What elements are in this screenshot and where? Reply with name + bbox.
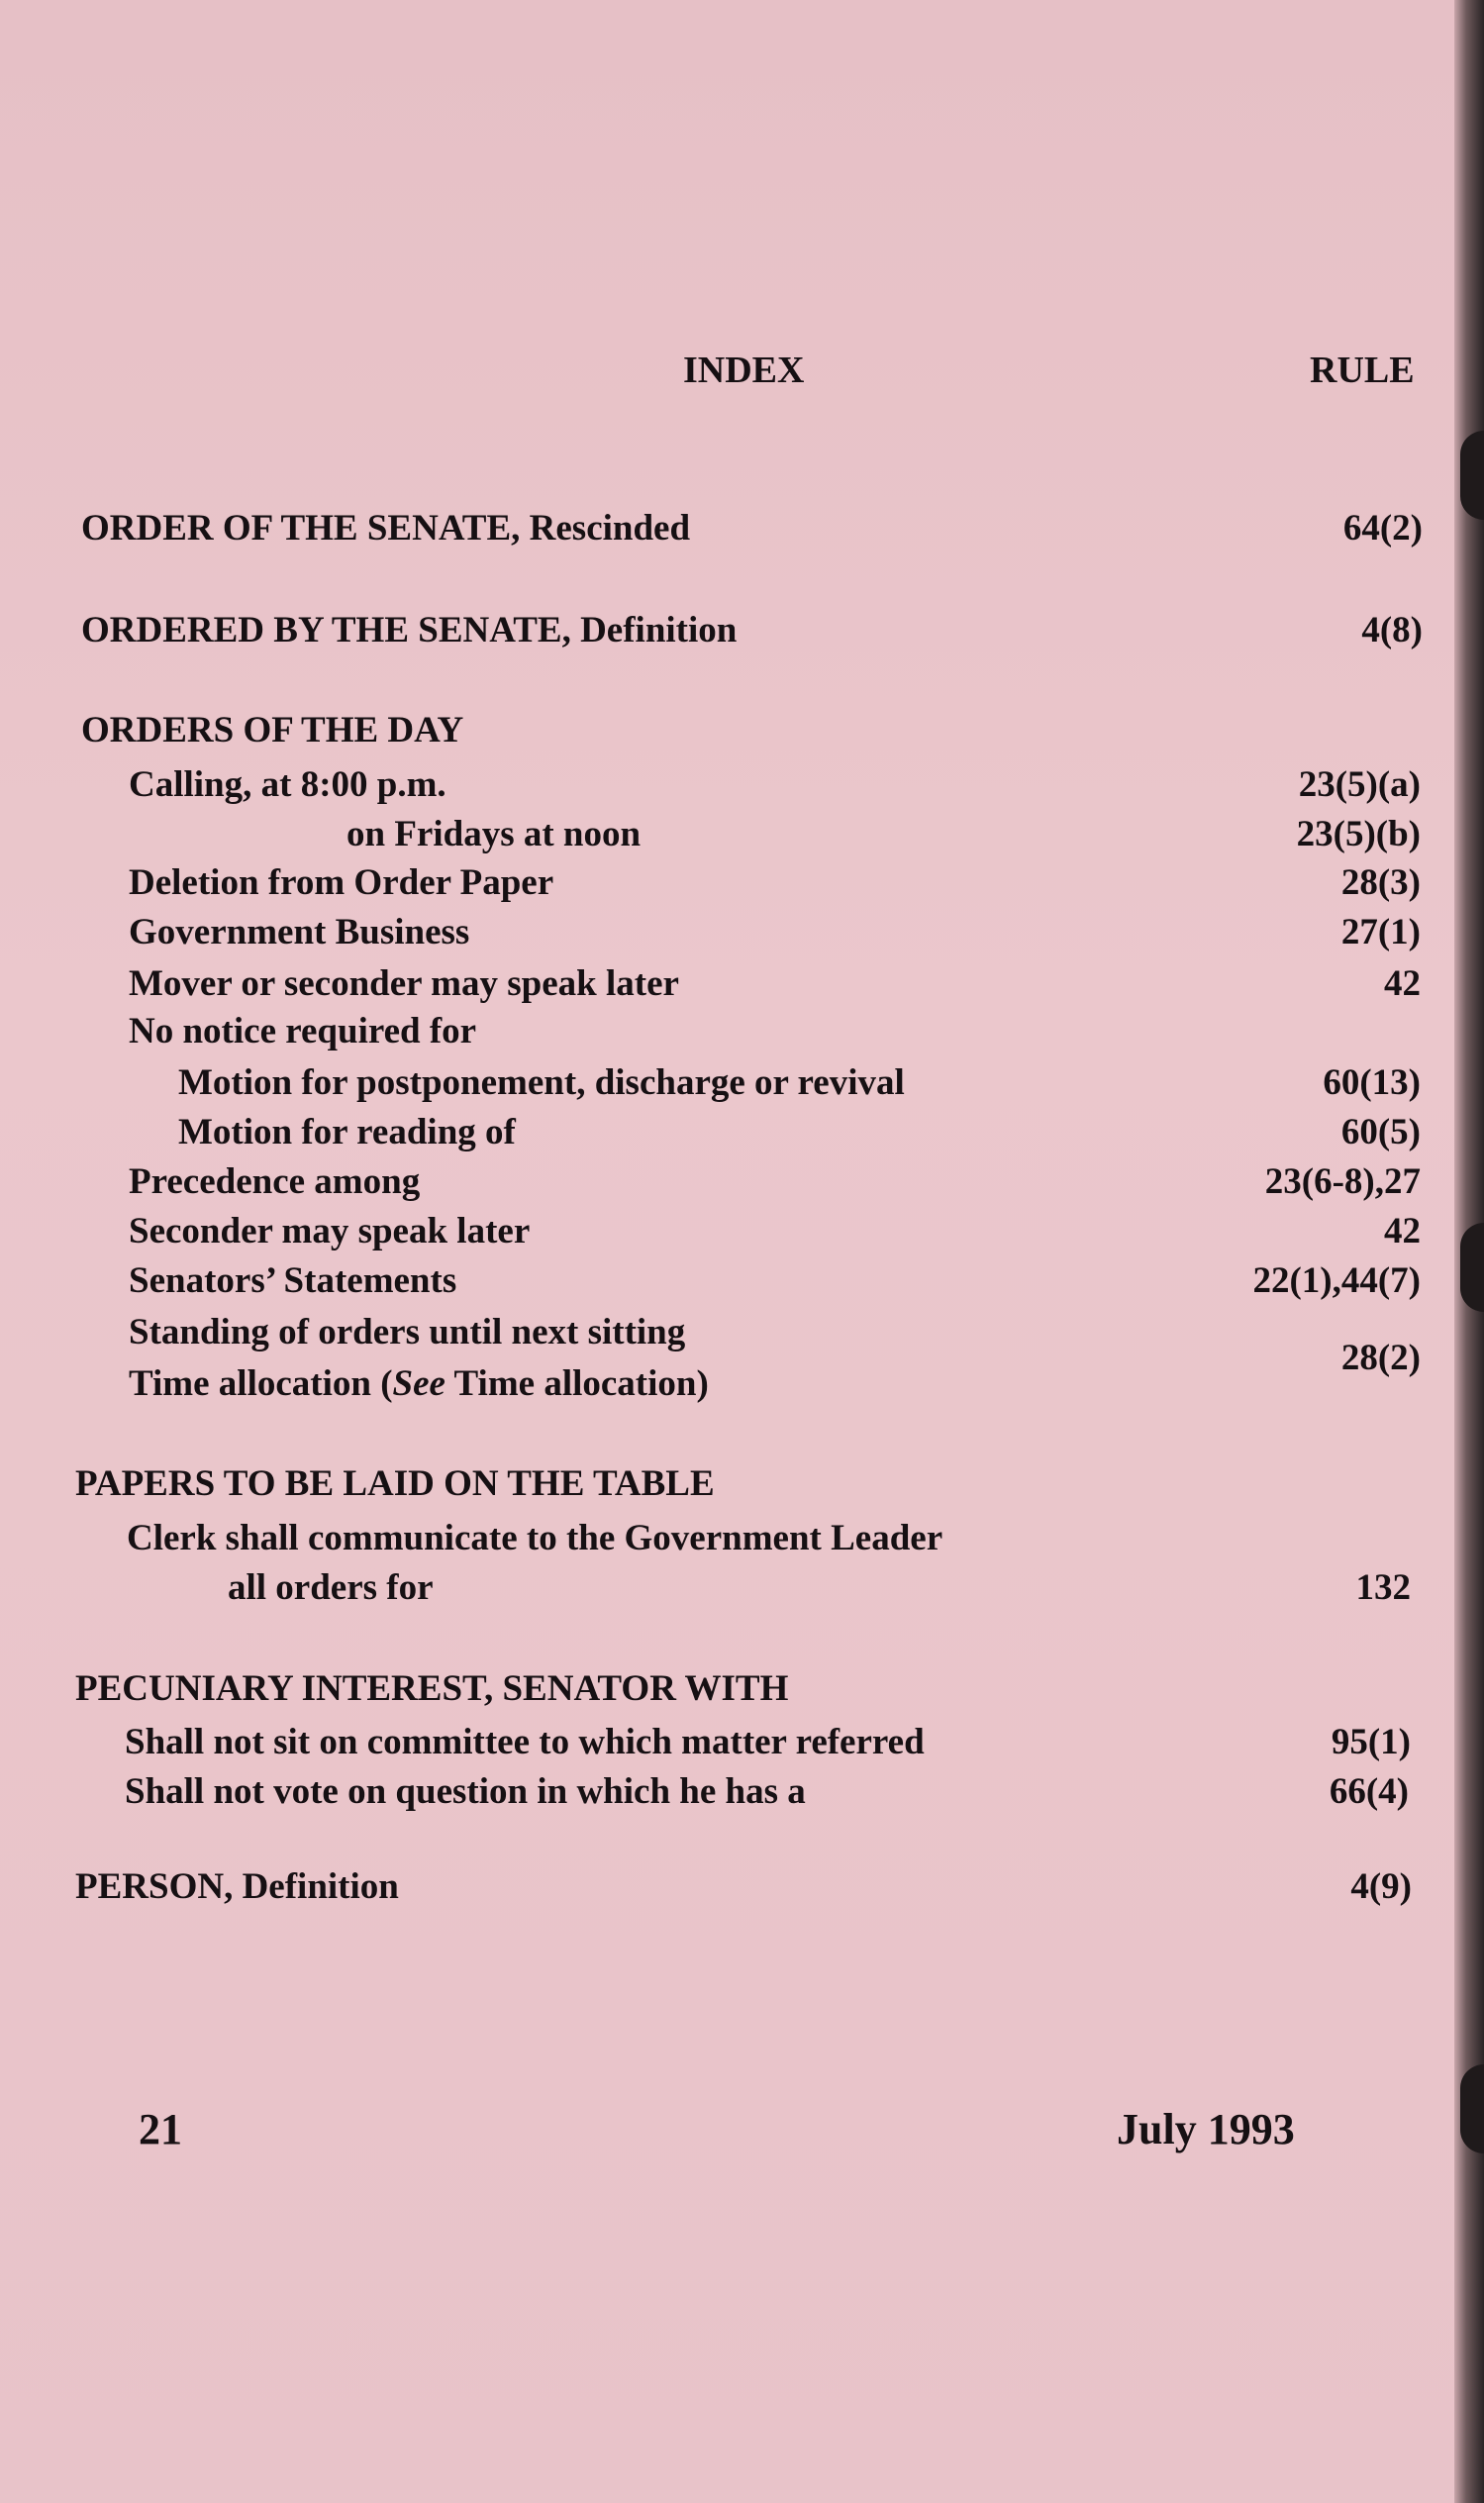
page-title: INDEX xyxy=(683,350,805,391)
entry-rule-ref: 23(5)(b) xyxy=(1296,814,1421,854)
entry-rule-ref: 4(9) xyxy=(1350,1866,1412,1907)
entry-label: Deletion from Order Paper xyxy=(129,862,554,903)
entry-label: ORDERS OF THE DAY xyxy=(81,710,464,751)
entry-label: on Fridays at noon xyxy=(346,814,642,854)
entry-rule-ref: 22(1),44(7) xyxy=(1252,1260,1421,1301)
binder-hole-middle xyxy=(1460,1223,1484,1312)
entry-rule-ref: 95(1) xyxy=(1331,1722,1411,1762)
entry-label: ORDERED BY THE SENATE, Definition xyxy=(81,610,738,651)
entry-label: Motion for reading of xyxy=(178,1112,516,1152)
entry-rule-ref: 60(5) xyxy=(1340,1112,1421,1152)
entry-rule-ref: 66(4) xyxy=(1329,1771,1409,1812)
binder-hole-bottom xyxy=(1460,2064,1484,2153)
entry-label: Government Business xyxy=(129,912,470,952)
binder-hole-top xyxy=(1460,431,1484,520)
entry-label: Shall not sit on committee to which matter referred xyxy=(125,1722,925,1762)
entry-label: Clerk shall communicate to the Government Leader xyxy=(127,1518,943,1558)
entry-label: ORDER OF THE SENATE, Rescinded xyxy=(81,508,691,549)
entry-label: Senators’ Statements xyxy=(129,1260,457,1301)
entry-rule-ref: 28(2) xyxy=(1340,1338,1421,1378)
entry-rule-ref: 64(2) xyxy=(1342,508,1423,549)
publication-date: July 1993 xyxy=(1117,2105,1295,2153)
entry-label: Standing of orders until next sitting xyxy=(129,1312,686,1352)
entry-rule-ref: 23(6-8),27 xyxy=(1264,1161,1421,1202)
entry-label: PECUNIARY INTEREST, SENATOR WITH xyxy=(75,1668,789,1709)
entry-label: Mover or seconder may speak later xyxy=(129,963,679,1004)
entry-rule-ref: 132 xyxy=(1355,1567,1411,1608)
rule-column-heading: RULE xyxy=(1310,350,1415,391)
entry-label: No notice required for xyxy=(129,1011,477,1051)
entry-rule-ref: 27(1) xyxy=(1340,912,1421,952)
entry-rule-ref: 42 xyxy=(1384,963,1421,1004)
entry-rule-ref: 28(3) xyxy=(1340,862,1421,903)
entry-rule-ref: 4(8) xyxy=(1361,610,1423,651)
entry-label: PAPERS TO BE LAID ON THE TABLE xyxy=(75,1463,715,1504)
entry-label: PERSON, Definition xyxy=(75,1866,399,1907)
entry-label: all orders for xyxy=(228,1567,434,1608)
entry-label: Precedence among xyxy=(129,1161,421,1202)
entry-label: Seconder may speak later xyxy=(129,1211,531,1252)
see-reference: See xyxy=(392,1363,445,1404)
entry-label: Time allocation (See Time allocation) xyxy=(129,1363,709,1404)
entry-rule-ref: 60(13) xyxy=(1323,1062,1421,1103)
page-number: 21 xyxy=(139,2105,182,2153)
entry-rule-ref: 42 xyxy=(1384,1211,1421,1252)
entry-label: Calling, at 8:00 p.m. xyxy=(129,764,446,805)
entry-rule-ref: 23(5)(a) xyxy=(1298,764,1421,805)
entry-label: Motion for postponement, discharge or revival xyxy=(178,1062,905,1103)
entry-label: Shall not vote on question in which he has a xyxy=(125,1771,806,1812)
